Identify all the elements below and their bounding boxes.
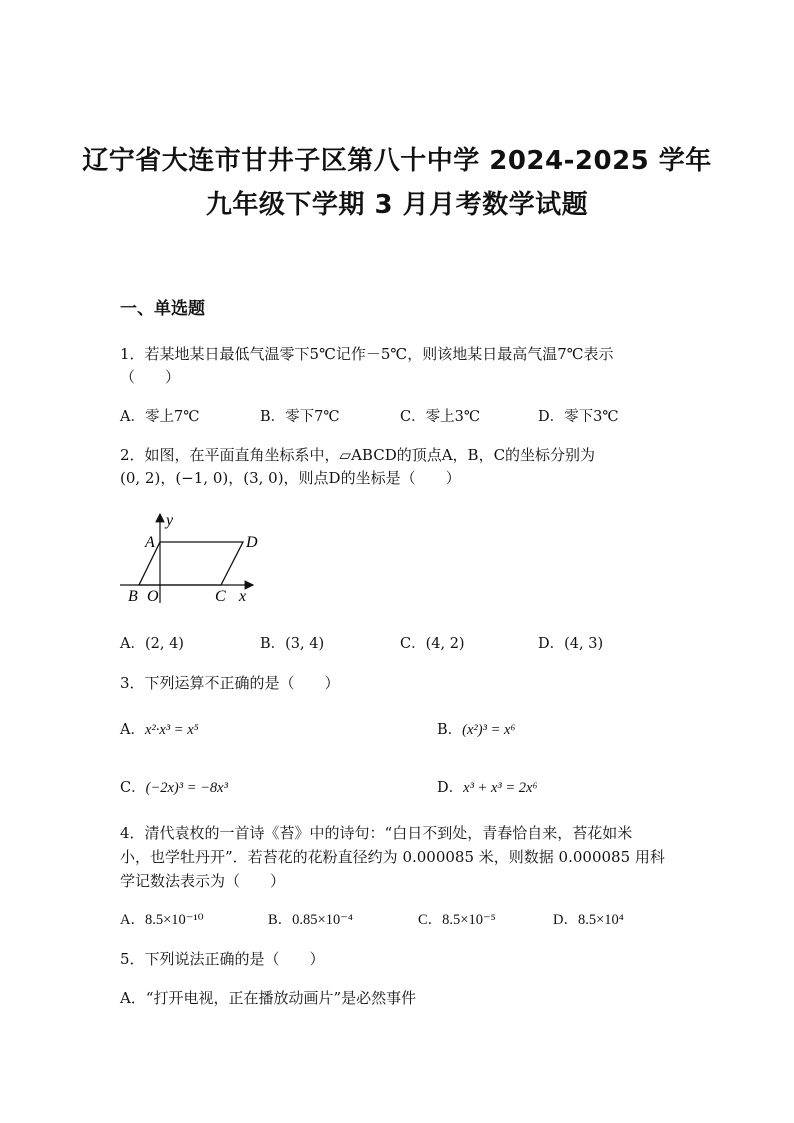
- q3-option-d-expr: x³ + x³ = 2x⁶: [463, 780, 538, 796]
- q4-option-d: D．8.5×10⁴: [553, 912, 624, 928]
- q2-stem-line2: (0, 2)，(−1, 0)，(3, 0)，则点D的坐标是（ ）: [120, 469, 461, 487]
- q3-option-b-label: B．: [437, 722, 463, 738]
- label-d: D: [246, 534, 258, 551]
- q1-option-a: A．零上7℃: [120, 409, 200, 425]
- label-y: y: [166, 512, 174, 529]
- q4-stem-line1: 4．清代袁枚的一首诗《苔》中的诗句：“白日不到处，青春恰自来，苔花如米: [120, 824, 633, 842]
- q4-option-a: A．8.5×10⁻¹⁰: [120, 912, 204, 928]
- q2-stem-line1: 2．如图，在平面直角坐标系中，▱ABCD的顶点A，B，C的坐标分别为: [120, 446, 596, 464]
- q3-option-c: [120, 776, 228, 797]
- q1-option-c: C．零上3℃: [400, 409, 481, 425]
- label-o: O: [147, 588, 159, 605]
- q3-option-d-label: D．: [437, 780, 464, 796]
- q4-option-b: B．0.85×10⁻⁴: [268, 912, 353, 928]
- q2-option-a: A．(2, 4): [120, 636, 184, 652]
- title-line-1: 辽宁省大连市甘井子区第八十中学 2024-2025 学年: [82, 146, 712, 176]
- q2-option-b: B．(3, 4): [260, 636, 325, 652]
- q1-option-d: D．零下3℃: [538, 409, 619, 425]
- label-b: B: [128, 588, 138, 605]
- q3-option-c-label: C．: [120, 780, 146, 796]
- q3-option-a: [120, 718, 199, 739]
- q1-stem-line2: （ ）: [120, 368, 181, 386]
- q5-stem: 5．下列说法正确的是（ ）: [120, 950, 325, 968]
- q1-stem-line1: 1．若某地某日最低气温零下5℃记作－5℃，则该地某日最高气温7℃表示: [120, 345, 614, 363]
- q4-stem-line3: 学记数法表示为（ ）: [120, 872, 286, 890]
- q3-option-a-expr: x²·x³ = x⁵: [144, 722, 199, 738]
- q3-stem: 3．下列运算不正确的是（ ）: [120, 674, 340, 692]
- title-line-2: 九年级下学期 3 月月考数学试题: [205, 190, 589, 220]
- section-heading: 一、单选题: [120, 299, 205, 319]
- label-x: x: [239, 588, 247, 605]
- q3-option-b: [437, 718, 515, 739]
- q4-stem-line2: 小，也学牡丹开”．若苔花的花粉直径约为 0.000085 米，则数据 0.000085 用科: [120, 848, 665, 866]
- q3-option-b-expr: (x²)³ = x⁶: [462, 722, 516, 738]
- label-a: A: [145, 534, 155, 551]
- q3-option-c-expr: (−2x)³ = −8x³: [145, 780, 228, 796]
- q1-option-b: B．零下7℃: [260, 409, 340, 425]
- q2-option-c: C．(4, 2): [400, 636, 465, 652]
- q4-option-c: C．8.5×10⁻⁵: [418, 912, 496, 928]
- q3-option-a-label: A．: [120, 722, 145, 738]
- q2-option-d: D．(4, 3): [538, 636, 604, 652]
- label-c: C: [215, 588, 226, 605]
- q3-option-d: [437, 776, 538, 797]
- parallelogram-figure: [115, 508, 265, 608]
- q5-option-a: A．“打开电视，正在播放动画片”是必然事件: [120, 989, 417, 1007]
